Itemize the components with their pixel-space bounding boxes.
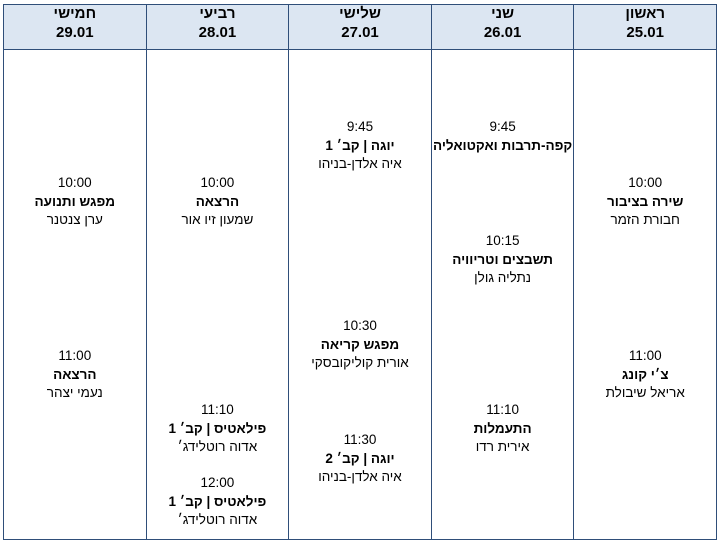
event-title: קפה-תרבות ואקטואליה	[432, 137, 573, 153]
event-person: נתליה גולן	[474, 270, 532, 286]
schedule-body	[4, 50, 717, 540]
event-title: פילאטיס | קב׳ 1	[168, 420, 267, 436]
event-item[interactable]	[289, 118, 431, 174]
day-column-inner-4	[4, 50, 146, 539]
event-person: ערן צנטנר	[46, 212, 103, 228]
day-column-1	[431, 50, 574, 540]
event-title: תשבצים וטריוויה	[452, 251, 553, 267]
day-name-2: שלישי	[339, 5, 381, 22]
event-item[interactable]	[432, 232, 574, 288]
event-person: שמעון זיו אור	[181, 212, 254, 228]
table-row	[4, 50, 717, 540]
column-header-day-3	[146, 5, 289, 50]
event-time: 9:45	[489, 119, 516, 134]
event-title: יוגה | קב׳ 1	[325, 137, 395, 153]
event-person: אירית רדו	[475, 439, 530, 455]
column-header-day-0	[574, 5, 717, 50]
day-column-inner-1	[432, 50, 574, 539]
event-time: 10:30	[343, 318, 377, 333]
event-time: 11:10	[486, 402, 519, 417]
day-column-inner-0	[574, 50, 716, 539]
event-item[interactable]	[432, 401, 574, 457]
event-item[interactable]	[574, 347, 716, 403]
event-person: אורית קוליקובסקי	[311, 355, 409, 371]
event-person: נעמי יצהר	[46, 385, 103, 401]
event-title: מפגש קריאה	[320, 336, 400, 352]
day-name-0: ראשון	[625, 5, 666, 22]
event-title: צ׳י קונג	[621, 366, 669, 382]
event-time: 10:00	[628, 175, 663, 190]
event-time: 10:00	[57, 175, 92, 190]
day-date-3: 28.01	[198, 23, 237, 41]
day-date-4: 29.01	[56, 23, 94, 41]
event-person: אדוה רוטלידג׳	[177, 439, 258, 455]
day-column-inner-2	[289, 50, 431, 539]
event-time: 12:00	[200, 475, 235, 490]
day-date-0: 25.01	[626, 23, 664, 41]
day-column-inner-3	[147, 50, 289, 539]
schedule-table	[3, 4, 717, 540]
day-column-2	[289, 50, 432, 540]
event-item[interactable]	[4, 347, 146, 403]
schedule-header-row	[4, 5, 717, 50]
event-item[interactable]	[574, 174, 716, 230]
event-time: 10:15	[485, 233, 520, 248]
day-column-0	[574, 50, 717, 540]
event-person: אריאל שיבולת	[605, 385, 685, 401]
event-time: 11:30	[343, 432, 377, 447]
event-item[interactable]	[289, 317, 431, 373]
event-time: 11:00	[58, 348, 92, 363]
event-time: 10:00	[200, 175, 235, 190]
event-time: 9:45	[346, 119, 374, 134]
day-name-4: חמישי	[53, 5, 97, 22]
day-date-2: 27.01	[341, 23, 379, 41]
day-column-3	[146, 50, 289, 540]
table-header-row	[4, 5, 717, 50]
event-person: איה אלדן-בניהו	[318, 469, 402, 485]
event-person: איה אלדן-בניהו	[318, 156, 402, 172]
event-item[interactable]	[432, 118, 574, 155]
event-item[interactable]	[147, 474, 289, 530]
event-title: הרצאה	[195, 193, 240, 209]
event-title: מפגש ותנועה	[34, 193, 116, 209]
event-item[interactable]	[147, 401, 289, 457]
event-item[interactable]	[4, 174, 146, 230]
column-header-day-2	[289, 5, 432, 50]
event-title: פילאטיס | קב׳ 1	[168, 493, 267, 509]
event-time: 11:10	[201, 402, 234, 417]
event-time: 11:00	[628, 348, 662, 363]
day-date-1: 26.01	[483, 23, 522, 41]
event-title: שירה בציבור	[607, 193, 684, 209]
day-column-4	[4, 50, 147, 540]
event-title: הרצאה	[53, 366, 97, 382]
event-person: אדוה רוטלידג׳	[177, 512, 258, 528]
event-title: התעמלות	[473, 420, 532, 436]
day-name-1: שני	[491, 5, 515, 22]
event-item[interactable]	[147, 174, 289, 230]
event-person: חבורת הזמר	[610, 212, 680, 228]
event-item[interactable]	[289, 431, 431, 487]
day-name-3: רביעי	[199, 5, 236, 22]
column-header-day-1	[431, 5, 574, 50]
column-header-day-4	[4, 5, 147, 50]
event-title: יוגה | קב׳ 2	[325, 450, 395, 466]
